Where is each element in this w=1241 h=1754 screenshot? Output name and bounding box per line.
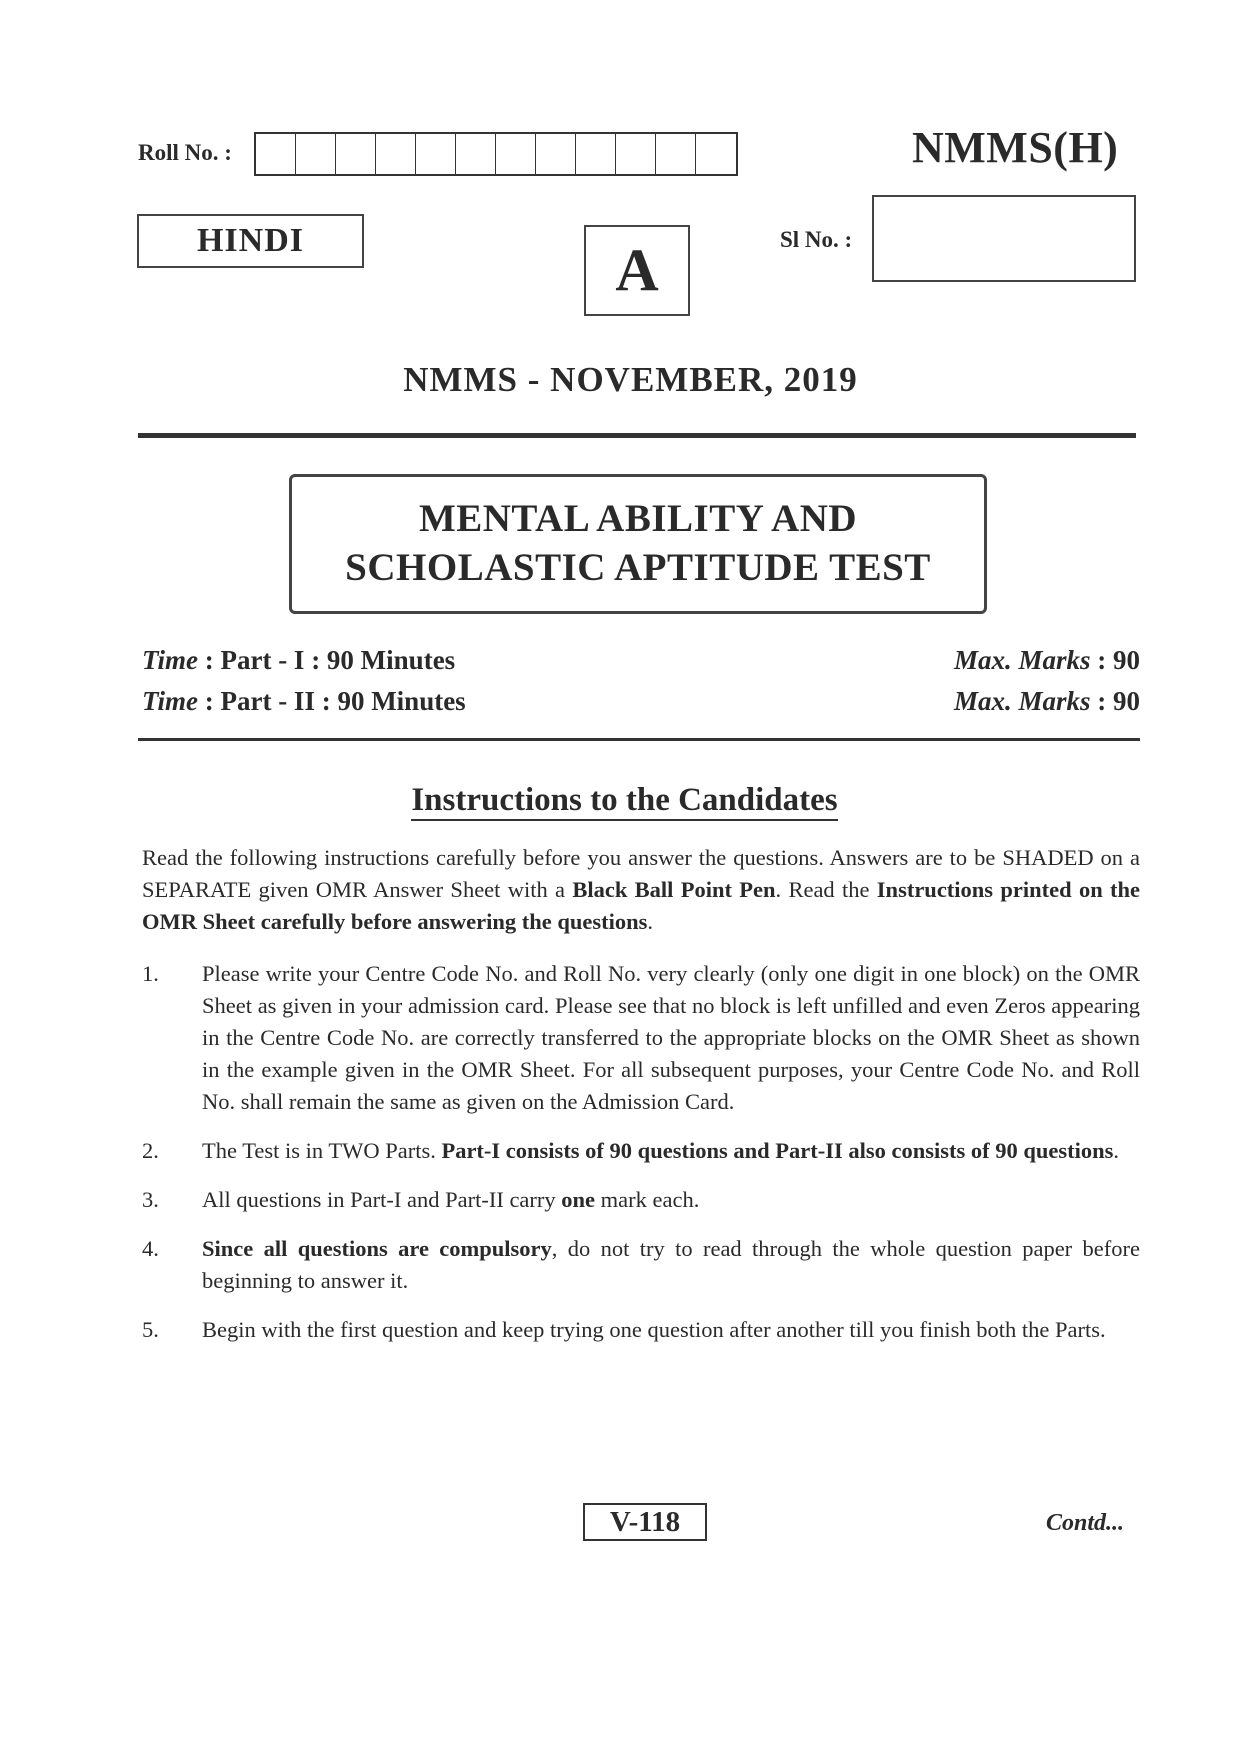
roll-digit-box[interactable] bbox=[696, 134, 736, 174]
serial-number-label: Sl No. : bbox=[780, 227, 853, 252]
instructions-intro bbox=[142, 842, 1140, 938]
marks-value: : 90 bbox=[1097, 686, 1140, 716]
instructions-list bbox=[142, 958, 1140, 1363]
item-number: 1. bbox=[142, 961, 159, 986]
item-text bbox=[202, 1184, 1140, 1216]
item-text-part: All questions in Part-I and Part-II carry bbox=[202, 1187, 562, 1212]
time-label: Time bbox=[142, 686, 198, 716]
roll-digit-box[interactable] bbox=[296, 134, 336, 174]
item-text-part: Begin with the first question and keep trying one question after another till you finish both the Parts. bbox=[202, 1317, 1106, 1342]
item-text-part: . bbox=[1113, 1138, 1120, 1163]
item-number: 4. bbox=[142, 1236, 159, 1261]
serial-number-box[interactable] bbox=[872, 195, 1136, 282]
intro-bold: Black Ball Point Pen bbox=[572, 877, 776, 902]
test-title-line1: MENTAL ABILITY AND bbox=[418, 497, 858, 541]
divider bbox=[138, 738, 1140, 741]
roll-digit-box[interactable] bbox=[376, 134, 416, 174]
roll-digit-box[interactable] bbox=[656, 134, 696, 174]
item-text-bold: Part-I consists of 90 questions and Part-II also consists of 90 questions bbox=[441, 1138, 1114, 1163]
language-box: HINDI bbox=[137, 214, 364, 268]
item-text bbox=[202, 1233, 1140, 1297]
exam-title: NMMS - NOVEMBER, 2019 bbox=[403, 360, 858, 399]
item-text-bold: one bbox=[561, 1187, 596, 1212]
test-title-box bbox=[289, 474, 987, 614]
list-item bbox=[142, 1135, 1140, 1167]
item-text bbox=[202, 1135, 1140, 1167]
roll-digit-box[interactable] bbox=[256, 134, 296, 174]
item-text bbox=[202, 958, 1140, 1118]
time-value: : Part - II : 90 Minutes bbox=[204, 686, 466, 716]
marks-value: : 90 bbox=[1097, 645, 1140, 675]
timing-row-part2 bbox=[142, 686, 1140, 717]
time-label: Time bbox=[142, 645, 198, 675]
list-item bbox=[142, 1184, 1140, 1216]
intro-text: Read the following instructions carefully before you answer the questions. Answers are to be SHADED on a SEPARATE given OMR Answer Sheet with a bbox=[142, 845, 1140, 902]
test-title-line2: SCHOLASTIC APTITUDE TEST bbox=[345, 546, 931, 589]
item-text bbox=[202, 1314, 1140, 1346]
intro-bold: Instructions printed on the OMR Sheet carefully before answering the questions bbox=[142, 877, 1141, 934]
roll-digit-box[interactable] bbox=[576, 134, 616, 174]
roll-digit-box[interactable] bbox=[456, 134, 496, 174]
roll-digit-box[interactable] bbox=[336, 134, 376, 174]
list-item bbox=[142, 958, 1140, 1118]
marks-label: Max. Marks bbox=[953, 645, 1091, 675]
roll-number-boxes[interactable] bbox=[254, 132, 738, 176]
list-item bbox=[142, 1314, 1140, 1346]
max-marks bbox=[954, 686, 1140, 717]
roll-digit-box[interactable] bbox=[536, 134, 576, 174]
item-number: 3. bbox=[142, 1187, 159, 1212]
time-value: : Part - I : 90 Minutes bbox=[204, 645, 456, 675]
max-marks bbox=[954, 645, 1140, 676]
item-text-part: The Test is in TWO Parts. bbox=[202, 1138, 442, 1163]
item-text-part: Please write your Centre Code No. and Roll No. very clearly (only one digit in one block) on the OMR Sheet as given in your admission card. Please see that no block is left unfilled and even Zeros appearing in the Centre Code No. are correctly transferred to the appropriate blocks on the OMR Sheet as shown in the example given in the OMR Sheet. For all subsequent purposes, your Centre Code No. and Roll No. shall remain the same as given on the Admission Card. bbox=[202, 961, 1140, 1114]
continued-label: Contd... bbox=[1046, 1510, 1125, 1536]
item-number: 2. bbox=[142, 1138, 159, 1163]
roll-digit-box[interactable] bbox=[616, 134, 656, 174]
instructions-heading-text: Instructions to the Candidates bbox=[411, 782, 837, 821]
roll-number-label: Roll No. : bbox=[138, 140, 232, 165]
intro-text: . bbox=[647, 909, 654, 934]
divider bbox=[138, 433, 1136, 438]
roll-digit-box[interactable] bbox=[496, 134, 536, 174]
paper-code: NMMS(H) bbox=[912, 123, 1119, 172]
marks-label: Max. Marks bbox=[953, 686, 1091, 716]
roll-digit-box[interactable] bbox=[416, 134, 456, 174]
item-text-part: , do not try to read through the whole question paper before beginning to answer it. bbox=[202, 1236, 1140, 1293]
list-item bbox=[142, 1233, 1140, 1297]
item-number: 5. bbox=[142, 1317, 159, 1342]
page-code-box: V-118 bbox=[583, 1503, 707, 1541]
item-text-bold: Since all questions are compulsory bbox=[202, 1236, 552, 1261]
instructions-heading bbox=[0, 782, 1241, 819]
intro-text: . Read the bbox=[775, 877, 877, 902]
timing-row-part1 bbox=[142, 645, 1140, 676]
item-text-part: mark each. bbox=[595, 1187, 700, 1212]
set-code-box: A bbox=[584, 225, 690, 316]
